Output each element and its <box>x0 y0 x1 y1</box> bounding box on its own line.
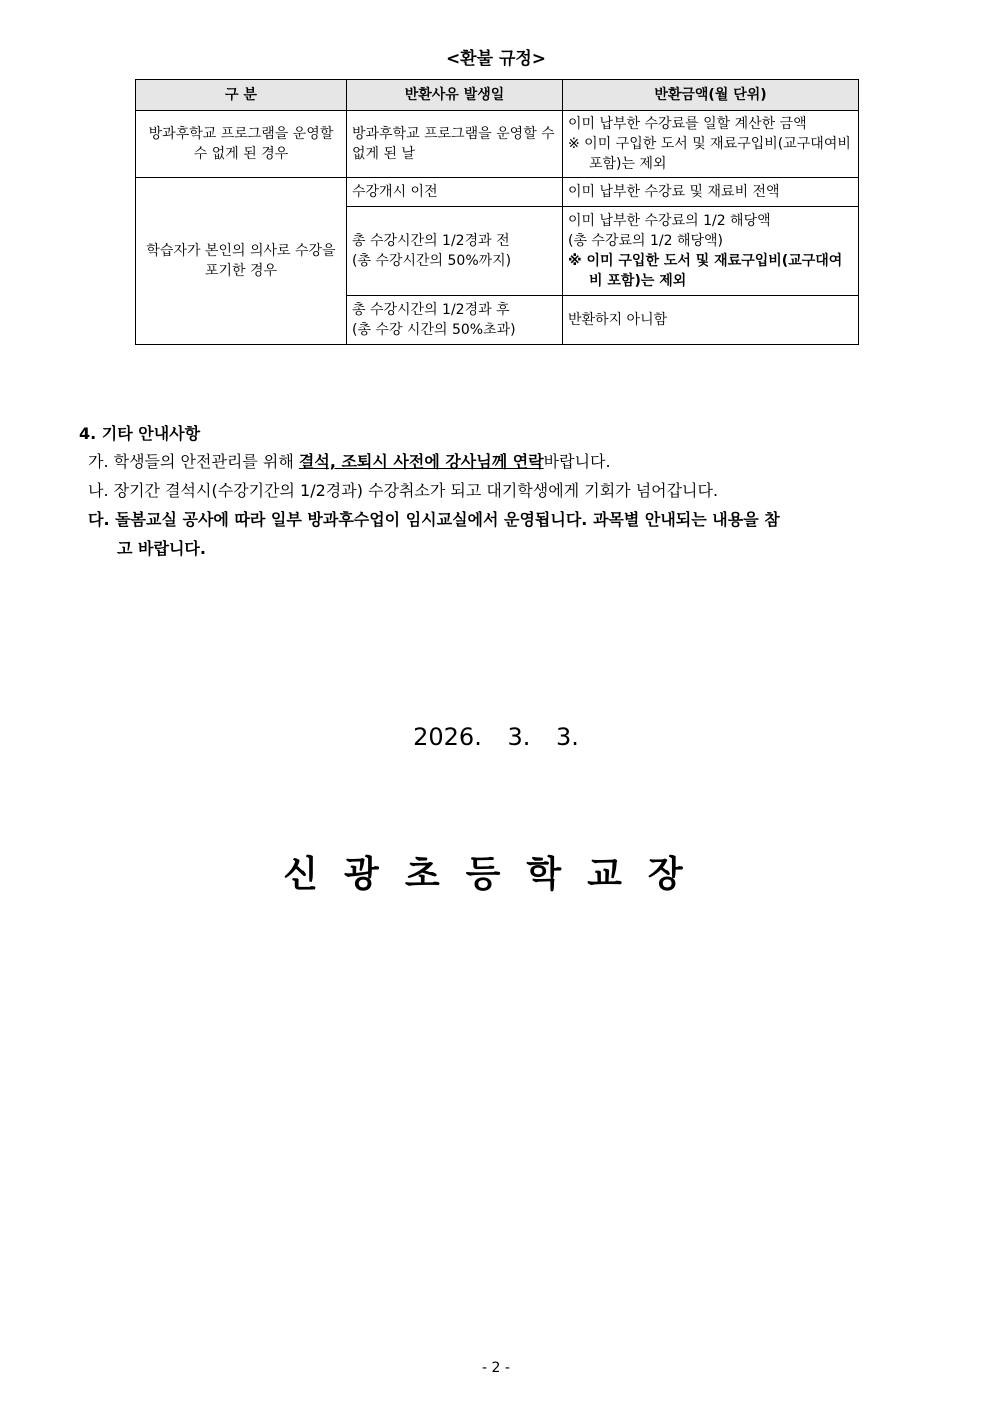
table-header-row <box>136 80 859 111</box>
document-date: 2026. 3. 3. <box>413 723 579 751</box>
amount-cell: 이미 납부한 수강료 및 재료비 전액 <box>563 178 859 207</box>
occurrence-cell: 방과후학교 프로그램을 운영할 수 없게 된 날 <box>347 111 563 178</box>
notice-a-prefix: 가. 학생들의 안전관리를 위해 <box>88 452 299 471</box>
amount-line: (총 수강료의 1/2 해당액) <box>568 233 723 249</box>
occurrence-line: (총 수강시간의 50%까지) <box>352 253 512 269</box>
amount-cell <box>563 207 859 296</box>
signer-name: 신광초등학교장 <box>283 854 709 895</box>
amount-text: 이미 납부한 수강료를 일할 계산한 금액 <box>568 116 807 132</box>
table-row <box>136 178 859 207</box>
notice-item-a <box>88 447 611 476</box>
amount-cell: 반환하지 아니함 <box>563 296 859 345</box>
amount-cell <box>563 111 859 178</box>
amount-line: 이미 납부한 수강료의 1/2 해당액 <box>568 213 771 229</box>
document-title: <환불 규정> <box>445 49 547 69</box>
notice-a-emphasis: 결석, 조퇴시 사전에 강사님께 연락 <box>298 452 544 471</box>
header-occurrence: 반환사유 발생일 <box>347 80 563 111</box>
refund-table <box>135 79 859 345</box>
amount-note: ※ 이미 구입한 도서 및 재료구입비(교구대여비 포함)는 제외 <box>568 136 851 172</box>
occurrence-line: (총 수강 시간의 50%초과) <box>352 322 516 338</box>
header-amount: 반환금액(월 단위) <box>563 80 859 111</box>
section-heading: 4. 기타 안내사항 <box>79 424 201 443</box>
notice-item-c <box>88 505 914 563</box>
table-row <box>136 111 859 178</box>
notice-a-suffix: 바랍니다. <box>543 452 611 471</box>
notice-item-b: 나. 장기간 결석시(수강기간의 1/2경과) 수강취소가 되고 대기학생에게 기회가 넘어갑니다. <box>88 481 719 500</box>
notice-c-line: 고 바랍니다. <box>117 539 206 558</box>
header-category: 구 분 <box>136 80 347 111</box>
occurrence-cell: 수강개시 이전 <box>347 178 563 207</box>
category-cell: 방과후학교 프로그램을 운영할 수 없게 된 경우 <box>136 111 347 178</box>
occurrence-cell <box>347 207 563 296</box>
notice-c-line: 다. 돌봄교실 공사에 따라 일부 방과후수업이 임시교실에서 운영됩니다. 과목별 안내되는 내용을 참 <box>88 510 780 529</box>
amount-note: ※ 이미 구입한 도서 및 재료구입비(교구대여비 포함)는 제외 <box>568 253 843 289</box>
occurrence-line: 총 수강시간의 1/2경과 전 <box>352 233 510 249</box>
occurrence-cell <box>347 296 563 345</box>
category-cell: 학습자가 본인의 의사로 수강을 포기한 경우 <box>136 178 347 345</box>
occurrence-line: 총 수강시간의 1/2경과 후 <box>352 302 510 318</box>
page-number: - 2 - <box>482 1360 510 1376</box>
